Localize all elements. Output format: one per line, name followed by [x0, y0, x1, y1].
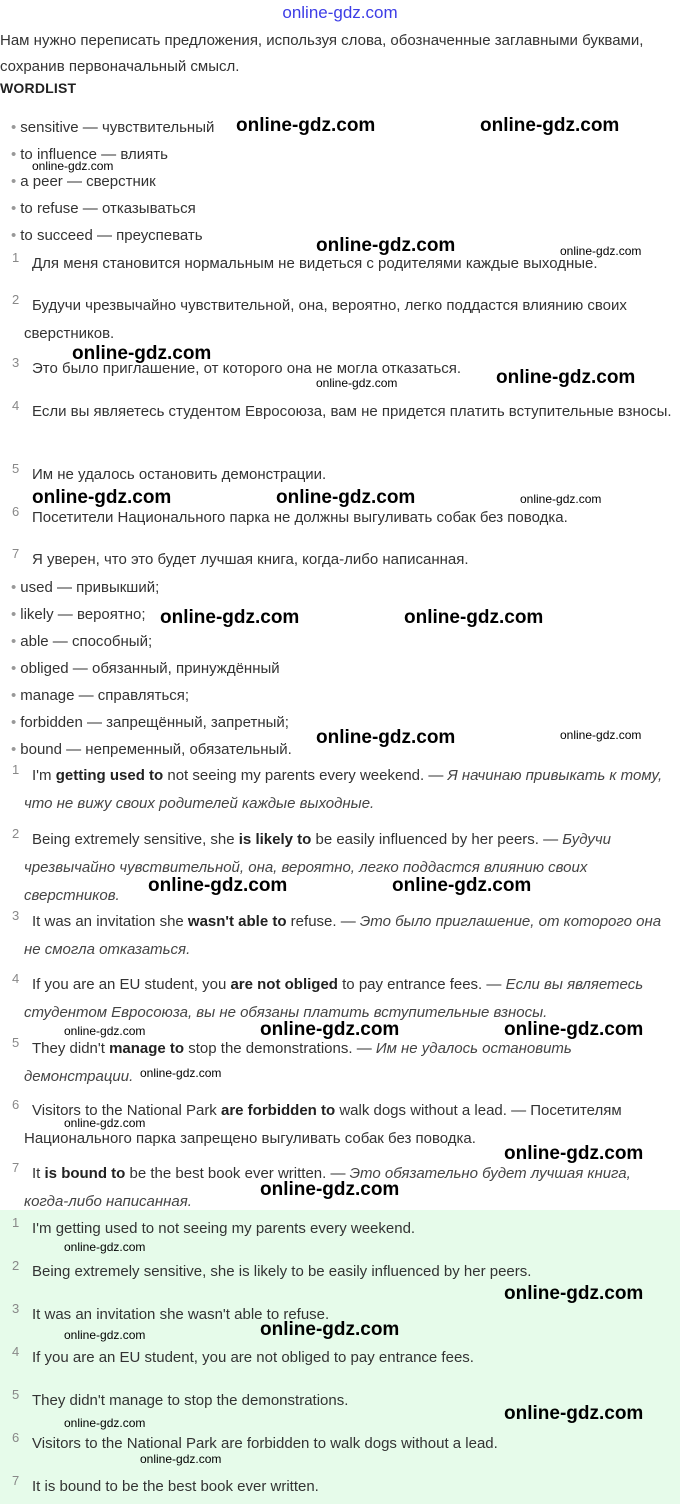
answer-item: 6 Visitors to the National Park are forbidden to walk dogs without a lead. — [12, 1430, 498, 1452]
answer-item: 2 Being extremely sensitive, she is likely to be easily influenced by her peers. — [12, 1258, 532, 1280]
task-intro: Нам нужно переписать предложения, используя слова, обозначенные заглавными буквами, сохранив первоначальный смысл. — [0, 32, 644, 75]
watermark: online-gdz.com — [260, 1179, 400, 1200]
explained-item: 5 They didn't manage to stop the demonstrations. — Им не удалось остановить демонстрации. — [12, 1035, 572, 1085]
vocab-item: • bound — непременный, обязательный. — [11, 741, 292, 758]
wordlist-title: WORDLIST — [0, 80, 77, 96]
explained-item: 7 It is bound to be the best book ever written. — Это обязательно будет лучшая книга, когда-либо написанная. — [12, 1160, 631, 1210]
watermark: online-gdz.com — [236, 115, 376, 136]
site-header-watermark: online-gdz.com — [282, 3, 398, 22]
explained-item: 3 It was an invitation she wasn't able to refuse. — Это было приглашение, от которого она не смогла отказаться. — [12, 908, 662, 958]
watermark: online-gdz.com — [276, 487, 416, 508]
translation-item: 5 Им не удалось остановить демонстрации. — [12, 461, 327, 483]
translation-item: 7 Я уверен, что это будет лучшая книга, когда-либо написанная. — [12, 546, 469, 568]
watermark: online-gdz.com — [148, 875, 288, 896]
watermark: online-gdz.com — [504, 1143, 644, 1164]
watermark: online-gdz.com — [260, 1319, 400, 1340]
watermark: online-gdz.com — [392, 875, 532, 896]
answer-item: 7 It is bound to be the best book ever written. — [12, 1473, 319, 1495]
watermark: online-gdz.com — [64, 1240, 146, 1254]
watermark: online-gdz.com — [496, 367, 636, 388]
translation-item: 2 Будучи чрезвычайно чувствительной, она, вероятно, легко поддастся влиянию своих сверстников. — [12, 292, 627, 342]
watermark: online-gdz.com — [316, 727, 456, 748]
watermark: online-gdz.com — [504, 1283, 644, 1304]
vocab-item: • used — привыкший; — [11, 579, 160, 596]
vocab-item: • forbidden — запрещённый, запретный; — [11, 714, 289, 731]
translation-item: 1 Для меня становится нормальным не видеться с родителями каждые выходные. — [12, 250, 598, 272]
explained-item: 4 If you are an EU student, you are not obliged to pay entrance fees. — Если вы являетесь студентом Евросоюза, вы не обязаны платить вступительные взносы. — [12, 971, 644, 1021]
watermark: online-gdz.com — [140, 1066, 222, 1080]
vocab-item: • manage — справляться; — [11, 687, 190, 704]
vocab-item: • likely — вероятно; — [11, 606, 146, 623]
watermark: online-gdz.com — [32, 487, 172, 508]
wordlist-item: • to influence — влиять — [11, 146, 168, 163]
watermark: online-gdz.com — [32, 159, 114, 173]
wordlist-item: • to succeed — преуспевать — [11, 227, 203, 244]
watermark: online-gdz.com — [504, 1403, 644, 1424]
explained-item: 1 I'm getting used to not seeing my parents every weekend. — Я начинаю привыкать к тому, что не вижу своих родителей каждые выходные. — [12, 762, 663, 812]
answer-item: 3 It was an invitation she wasn't able to refuse. — [12, 1301, 330, 1323]
watermark: online-gdz.com — [316, 235, 456, 256]
watermark: online-gdz.com — [64, 1416, 146, 1430]
answer-item: 1 I'm getting used to not seeing my parents every weekend. — [12, 1215, 416, 1237]
vocab-item: • able — способный; — [11, 633, 153, 650]
watermark: online-gdz.com — [72, 343, 212, 364]
watermark: online-gdz.com — [64, 1116, 146, 1130]
vocab-item: • obliged — обязанный, принуждённый — [11, 660, 280, 677]
watermark: online-gdz.com — [560, 244, 642, 258]
watermark: online-gdz.com — [560, 728, 642, 742]
watermark: online-gdz.com — [260, 1019, 400, 1040]
watermark: online-gdz.com — [64, 1328, 146, 1342]
translation-item: 3 Это было приглашение, от которого она не могла отказаться. — [12, 355, 462, 377]
explained-item: 2 Being extremely sensitive, she is likely to be easily influenced by her peers. — Будучи чрезвычайно чувствительной, она, вероятно, легко поддастся влиянию своих сверстников. — [12, 826, 611, 904]
translation-item: 6 Посетители Национального парка не должны выгуливать собак без поводка. — [12, 504, 568, 526]
answer-item: 5 They didn't manage to stop the demonstrations. — [12, 1387, 349, 1409]
answer-item: 4 If you are an EU student, you are not obliged to pay entrance fees. — [12, 1344, 474, 1366]
explained-item: 6 Visitors to the National Park are forbidden to walk dogs without a lead. — Посетителям Национального парка запрещено выгуливать собак без поводка. — [12, 1097, 622, 1147]
watermark: online-gdz.com — [520, 492, 602, 506]
wordlist-item: • a peer — сверстник — [11, 173, 156, 190]
watermark: online-gdz.com — [504, 1019, 644, 1040]
watermark: online-gdz.com — [160, 607, 300, 628]
wordlist-item: • to refuse — отказываться — [11, 200, 196, 217]
watermark: online-gdz.com — [64, 1024, 146, 1038]
watermark: online-gdz.com — [480, 115, 620, 136]
translation-item: 4 Если вы являетесь студентом Евросоюза, вам не придется платить вступительные взносы. — [12, 398, 672, 420]
watermark: online-gdz.com — [140, 1452, 222, 1466]
watermark: online-gdz.com — [404, 607, 544, 628]
wordlist-item: • sensitive — чувствительный — [11, 119, 215, 136]
watermark: online-gdz.com — [316, 376, 398, 390]
